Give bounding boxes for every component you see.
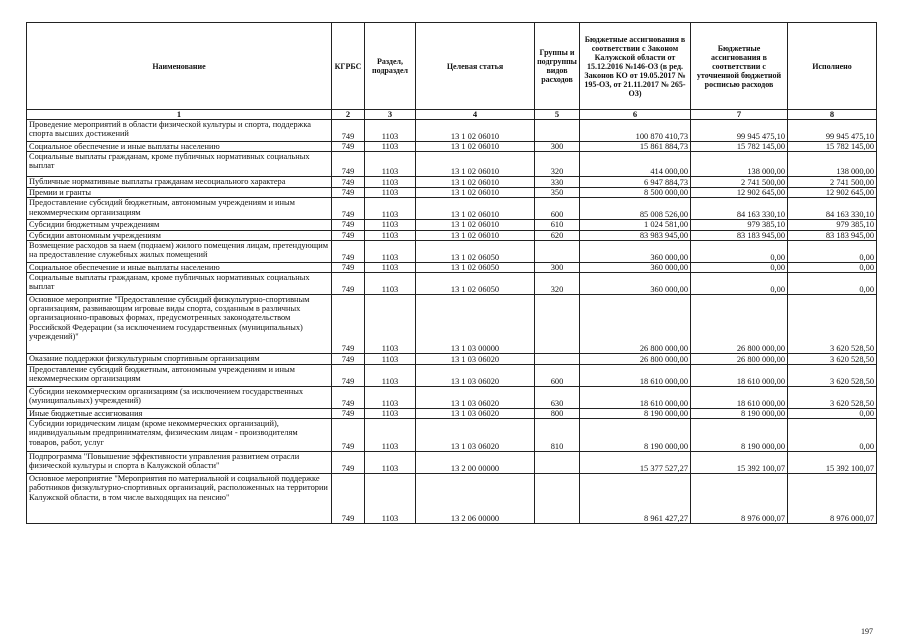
- row-target-article: 13 1 02 06010: [416, 120, 535, 142]
- header-row: [27, 23, 877, 110]
- row-target-article: 13 1 03 06020: [416, 354, 535, 365]
- row-revised-allocation: 18 610 000,00: [691, 365, 788, 387]
- row-revised-allocation: 12 902 645,00: [691, 188, 788, 198]
- row-expense-group: 600: [535, 365, 580, 387]
- row-kgrbs: 749: [332, 230, 365, 240]
- row-expense-group: [535, 474, 580, 524]
- row-expense-group: 810: [535, 419, 580, 452]
- row-name: Предоставление субсидий бюджетным, автономным учреждениям и иным некоммерческим организациям: [27, 198, 332, 220]
- table-row: [27, 354, 877, 365]
- row-name: Субсидии бюджетным учреждениям: [27, 220, 332, 230]
- row-expense-group: 330: [535, 177, 580, 188]
- column-number: 6: [580, 110, 691, 120]
- row-revised-allocation: 15 392 100,07: [691, 452, 788, 474]
- column-number-row: [27, 110, 877, 120]
- header-budget-revised: Бюджетные ассигнования в соответствии с уточненной бюджетной росписью расходов: [691, 23, 788, 110]
- row-budget-allocation: 83 983 945,00: [580, 230, 691, 240]
- row-section: 1103: [365, 354, 416, 365]
- row-kgrbs: 749: [332, 354, 365, 365]
- row-kgrbs: 749: [332, 198, 365, 220]
- row-kgrbs: 749: [332, 452, 365, 474]
- row-executed: 83 183 945,00: [788, 230, 877, 240]
- row-executed: 2 741 500,00: [788, 177, 877, 188]
- row-budget-allocation: 360 000,00: [580, 273, 691, 295]
- row-revised-allocation: 0,00: [691, 240, 788, 262]
- row-kgrbs: 749: [332, 419, 365, 452]
- row-name: Субсидии некоммерческим организациям (за исключением государственных (муниципальных) учреждений): [27, 387, 332, 409]
- row-revised-allocation: 0,00: [691, 262, 788, 272]
- row-name: Субсидии автономным учреждениям: [27, 230, 332, 240]
- row-section: 1103: [365, 452, 416, 474]
- row-expense-group: 320: [535, 152, 580, 177]
- row-target-article: 13 1 02 06010: [416, 142, 535, 152]
- row-kgrbs: 749: [332, 188, 365, 198]
- header-executed: Исполнено: [788, 23, 877, 110]
- row-kgrbs: 749: [332, 273, 365, 295]
- row-section: 1103: [365, 188, 416, 198]
- table-row: [27, 452, 877, 474]
- row-executed: 15 392 100,07: [788, 452, 877, 474]
- row-revised-allocation: 0,00: [691, 273, 788, 295]
- row-executed: 0,00: [788, 273, 877, 295]
- row-budget-allocation: 360 000,00: [580, 262, 691, 272]
- row-name: Проведение мероприятий в области физической культуры и спорта, поддержка спорта высших достижений: [27, 120, 332, 142]
- table-row: [27, 295, 877, 354]
- row-budget-allocation: 360 000,00: [580, 240, 691, 262]
- row-kgrbs: 749: [332, 177, 365, 188]
- row-expense-group: 300: [535, 262, 580, 272]
- table-row: [27, 409, 877, 419]
- row-section: 1103: [365, 387, 416, 409]
- header-group: Группы и подгруппы видов расходов: [535, 23, 580, 110]
- row-name: Социальные выплаты гражданам, кроме публичных нормативных социальных выплат: [27, 273, 332, 295]
- row-kgrbs: 749: [332, 409, 365, 419]
- row-expense-group: [535, 295, 580, 354]
- row-executed: 3 620 528,50: [788, 354, 877, 365]
- row-executed: 979 385,10: [788, 220, 877, 230]
- table-row: [27, 365, 877, 387]
- row-name: Социальное обеспечение и иные выплаты населению: [27, 142, 332, 152]
- row-expense-group: 350: [535, 188, 580, 198]
- row-executed: 84 163 330,10: [788, 198, 877, 220]
- row-name: Основное мероприятие "Мероприятия по материальной и социальной поддержке работников физкультурно-спортивных организаций, расположенных на территории Калужской области, в том числе выходящих на пенсию": [27, 474, 332, 524]
- row-budget-allocation: 1 024 581,00: [580, 220, 691, 230]
- row-revised-allocation: 8 190 000,00: [691, 419, 788, 452]
- row-name: Иные бюджетные ассигнования: [27, 409, 332, 419]
- row-budget-allocation: 6 947 884,73: [580, 177, 691, 188]
- row-section: 1103: [365, 152, 416, 177]
- row-revised-allocation: 84 163 330,10: [691, 198, 788, 220]
- table-row: [27, 273, 877, 295]
- row-name: Социальное обеспечение и иные выплаты населению: [27, 262, 332, 272]
- row-executed: 15 782 145,00: [788, 142, 877, 152]
- row-section: 1103: [365, 262, 416, 272]
- row-expense-group: 610: [535, 220, 580, 230]
- row-kgrbs: 749: [332, 220, 365, 230]
- row-revised-allocation: 18 610 000,00: [691, 387, 788, 409]
- table-row: [27, 177, 877, 188]
- row-kgrbs: 749: [332, 152, 365, 177]
- row-kgrbs: 749: [332, 365, 365, 387]
- row-name: Подпрограмма "Повышение эффективности управления развитием отрасли физической культуры и спорта в Калужской области": [27, 452, 332, 474]
- row-revised-allocation: 15 782 145,00: [691, 142, 788, 152]
- row-target-article: 13 2 00 00000: [416, 452, 535, 474]
- table-row: [27, 240, 877, 262]
- table-row: [27, 387, 877, 409]
- row-section: 1103: [365, 230, 416, 240]
- row-executed: 0,00: [788, 409, 877, 419]
- row-kgrbs: 749: [332, 387, 365, 409]
- row-target-article: 13 1 02 06050: [416, 240, 535, 262]
- row-name: Предоставление субсидий бюджетным, автономным учреждениям и иным некоммерческим организациям: [27, 365, 332, 387]
- column-number: 3: [365, 110, 416, 120]
- row-executed: 3 620 528,50: [788, 295, 877, 354]
- row-section: 1103: [365, 295, 416, 354]
- row-section: 1103: [365, 409, 416, 419]
- row-target-article: 13 1 02 06010: [416, 177, 535, 188]
- row-executed: 3 620 528,50: [788, 365, 877, 387]
- table-row: [27, 419, 877, 452]
- row-name: Оказание поддержки физкультурным спортивным организациям: [27, 354, 332, 365]
- row-name: Возмещение расходов за наем (поднаем) жилого помещения лицам, претендующим на предоставление служебных жилых помещений: [27, 240, 332, 262]
- budget-table: [26, 22, 877, 524]
- row-revised-allocation: 99 945 475,10: [691, 120, 788, 142]
- table-row: [27, 474, 877, 524]
- table-row: [27, 198, 877, 220]
- row-expense-group: [535, 120, 580, 142]
- page-number: 197: [861, 627, 873, 636]
- header-budget: Бюджетные ассигнования в соответствии с Законом Калужской области от 15.12.2016 №146-ОЗ (в ред. Законов КО от 19.05.2017 № 195-ОЗ, от 21.11.2017 № 265-ОЗ): [580, 23, 691, 110]
- row-budget-allocation: 15 861 884,73: [580, 142, 691, 152]
- column-number: 8: [788, 110, 877, 120]
- row-section: 1103: [365, 177, 416, 188]
- row-executed: 0,00: [788, 240, 877, 262]
- row-target-article: 13 1 02 06010: [416, 152, 535, 177]
- row-expense-group: [535, 240, 580, 262]
- row-target-article: 13 1 03 00000: [416, 295, 535, 354]
- table-row: [27, 230, 877, 240]
- row-expense-group: 300: [535, 142, 580, 152]
- row-expense-group: 600: [535, 198, 580, 220]
- row-kgrbs: 749: [332, 262, 365, 272]
- row-kgrbs: 749: [332, 142, 365, 152]
- row-target-article: 13 1 03 06020: [416, 365, 535, 387]
- row-name: Основное мероприятие "Предоставление субсидий физкультурно-спортивным организациям, развивающим игровые виды спорта, созданным в различных организационно-правовых формах, предусмотренных законодательством Российской Федерации (за исключением государственных (муниципальных) учреждений)": [27, 295, 332, 354]
- row-section: 1103: [365, 240, 416, 262]
- column-number: 5: [535, 110, 580, 120]
- row-revised-allocation: 2 741 500,00: [691, 177, 788, 188]
- row-target-article: 13 1 03 06020: [416, 419, 535, 452]
- row-target-article: 13 1 03 06020: [416, 387, 535, 409]
- row-revised-allocation: 26 800 000,00: [691, 354, 788, 365]
- row-budget-allocation: 8 961 427,27: [580, 474, 691, 524]
- row-kgrbs: 749: [332, 474, 365, 524]
- row-expense-group: 320: [535, 273, 580, 295]
- row-budget-allocation: 26 800 000,00: [580, 354, 691, 365]
- header-kgrbs: КГРБС: [332, 23, 365, 110]
- row-expense-group: 800: [535, 409, 580, 419]
- row-executed: 0,00: [788, 419, 877, 452]
- row-expense-group: 630: [535, 387, 580, 409]
- row-section: 1103: [365, 120, 416, 142]
- row-budget-allocation: 18 610 000,00: [580, 387, 691, 409]
- row-budget-allocation: 8 190 000,00: [580, 409, 691, 419]
- row-executed: 0,00: [788, 262, 877, 272]
- row-section: 1103: [365, 198, 416, 220]
- table-row: [27, 188, 877, 198]
- row-executed: 12 902 645,00: [788, 188, 877, 198]
- row-budget-allocation: 85 008 526,00: [580, 198, 691, 220]
- row-revised-allocation: 8 976 000,07: [691, 474, 788, 524]
- table-row: [27, 152, 877, 177]
- row-target-article: 13 1 02 06010: [416, 188, 535, 198]
- row-executed: 138 000,00: [788, 152, 877, 177]
- row-name: Субсидии юридическим лицам (кроме некоммерческих организаций), индивидуальным предпринимателям, физическим лицам - производителям товаров, работ, услуг: [27, 419, 332, 452]
- row-budget-allocation: 8 500 000,00: [580, 188, 691, 198]
- column-number: 4: [416, 110, 535, 120]
- row-section: 1103: [365, 142, 416, 152]
- row-target-article: 13 2 06 00000: [416, 474, 535, 524]
- row-executed: 99 945 475,10: [788, 120, 877, 142]
- row-target-article: 13 1 02 06010: [416, 198, 535, 220]
- row-name: Публичные нормативные выплаты гражданам несоциального характера: [27, 177, 332, 188]
- table-body: [27, 120, 877, 524]
- row-target-article: 13 1 02 06050: [416, 273, 535, 295]
- row-budget-allocation: 26 800 000,00: [580, 295, 691, 354]
- header-target: Целевая статья: [416, 23, 535, 110]
- row-section: 1103: [365, 273, 416, 295]
- header-section: Раздел, подраздел: [365, 23, 416, 110]
- row-revised-allocation: 138 000,00: [691, 152, 788, 177]
- row-target-article: 13 1 02 06010: [416, 230, 535, 240]
- row-section: 1103: [365, 220, 416, 230]
- table-row: [27, 262, 877, 272]
- row-revised-allocation: 979 385,10: [691, 220, 788, 230]
- header-name: Наименование: [27, 23, 332, 110]
- row-revised-allocation: 83 183 945,00: [691, 230, 788, 240]
- row-executed: 8 976 000,07: [788, 474, 877, 524]
- row-kgrbs: 749: [332, 295, 365, 354]
- row-target-article: 13 1 02 06050: [416, 262, 535, 272]
- table-row: [27, 220, 877, 230]
- row-expense-group: [535, 452, 580, 474]
- table-row: [27, 142, 877, 152]
- row-expense-group: [535, 354, 580, 365]
- column-number: 2: [332, 110, 365, 120]
- row-revised-allocation: 8 190 000,00: [691, 409, 788, 419]
- row-name: Премии и гранты: [27, 188, 332, 198]
- row-budget-allocation: 8 190 000,00: [580, 419, 691, 452]
- row-expense-group: 620: [535, 230, 580, 240]
- row-budget-allocation: 100 870 410,73: [580, 120, 691, 142]
- row-budget-allocation: 15 377 527,27: [580, 452, 691, 474]
- row-target-article: 13 1 03 06020: [416, 409, 535, 419]
- row-budget-allocation: 414 000,00: [580, 152, 691, 177]
- row-kgrbs: 749: [332, 240, 365, 262]
- row-section: 1103: [365, 365, 416, 387]
- budget-table-sheet: [26, 22, 876, 524]
- row-kgrbs: 749: [332, 120, 365, 142]
- row-section: 1103: [365, 419, 416, 452]
- column-number: 7: [691, 110, 788, 120]
- table-row: [27, 120, 877, 142]
- row-target-article: 13 1 02 06010: [416, 220, 535, 230]
- row-section: 1103: [365, 474, 416, 524]
- row-name: Социальные выплаты гражданам, кроме публичных нормативных социальных выплат: [27, 152, 332, 177]
- column-number: 1: [27, 110, 332, 120]
- row-revised-allocation: 26 800 000,00: [691, 295, 788, 354]
- row-executed: 3 620 528,50: [788, 387, 877, 409]
- row-budget-allocation: 18 610 000,00: [580, 365, 691, 387]
